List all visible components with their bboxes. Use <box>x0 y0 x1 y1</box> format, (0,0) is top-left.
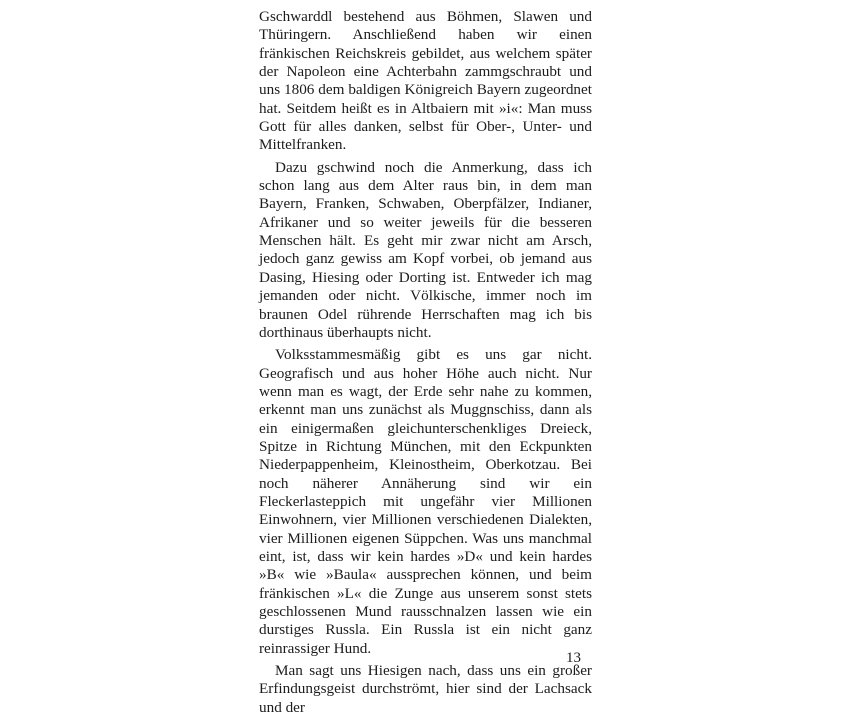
paragraph-1: Gschwarddl bestehend aus Böhmen, Slawen und Thüringern. Anschließend haben wir einen fränkischen Reichskreis gebildet, aus welchem später der Napoleon eine Achterbahn zammgschraubt und uns 1806 dem baldigen Königreich Bayern zugeordnet hat. Seitdem heißt es in Altbaiern mit »i«: Man muss Gott für alles danken, selbst für Ober-, Unter- und Mittelfranken. <box>259 8 592 154</box>
paragraph-3: Volksstammesmäßig gibt es uns gar nicht. Geografisch und aus hoher Höhe auch nicht. Nur wenn man es wagt, der Erde sehr nahe zu kommen, erkennt man uns zunächst als Muggnschiss, dann als ein einigermaßen gleichunterschenkliges Dreieck, Spitze in Richtung München, mit den Eckpunkten Niederpappenheim, Kleinostheim, Oberkotzau. Bei noch näherer Annäherung sind wir ein Fleckerlasteppich mit ungefähr vier Millionen Einwohnern, vier Millionen verschiedenen Dialekten, vier Millionen eigenen Süppchen. Was uns manchmal eint, ist, dass wir kein hardes »D« und kein hardes »B« wie »Baula« aussprechen können, und beim fränkischen »L« die Zunge aus unserem sonst stets geschlossenen Mund rausschnalzen lassen wie ein durstiges Russla. Ein Russla ist ein nicht ganz reinrassiger Hund. <box>259 346 592 657</box>
paragraph-4: Man sagt uns Hiesigen nach, dass uns ein großer Erfindungsgeist durchströmt, hier sind der Lachsack und der <box>259 662 592 716</box>
page-number: 13 <box>566 650 581 666</box>
body-text <box>259 8 592 717</box>
paragraph-2: Dazu gschwind noch die Anmerkung, dass ich schon lang aus dem Alter raus bin, in dem man Bayern, Franken, Schwaben, Oberpfälzer, Indianer, Afrikaner und so weiter jeweils für die besseren Menschen hält. Es geht mir zwar nicht am Arsch, jedoch ganz gewiss am Kopf vorbei, ob jemand aus Dasing, Hiesing oder Dorting ist. Entweder ich mag jemanden oder nicht. Völkische, immer noch im braunen Odel rührende Herrschaften mag ich bis dorthinaus überhaupts nicht. <box>259 158 592 341</box>
